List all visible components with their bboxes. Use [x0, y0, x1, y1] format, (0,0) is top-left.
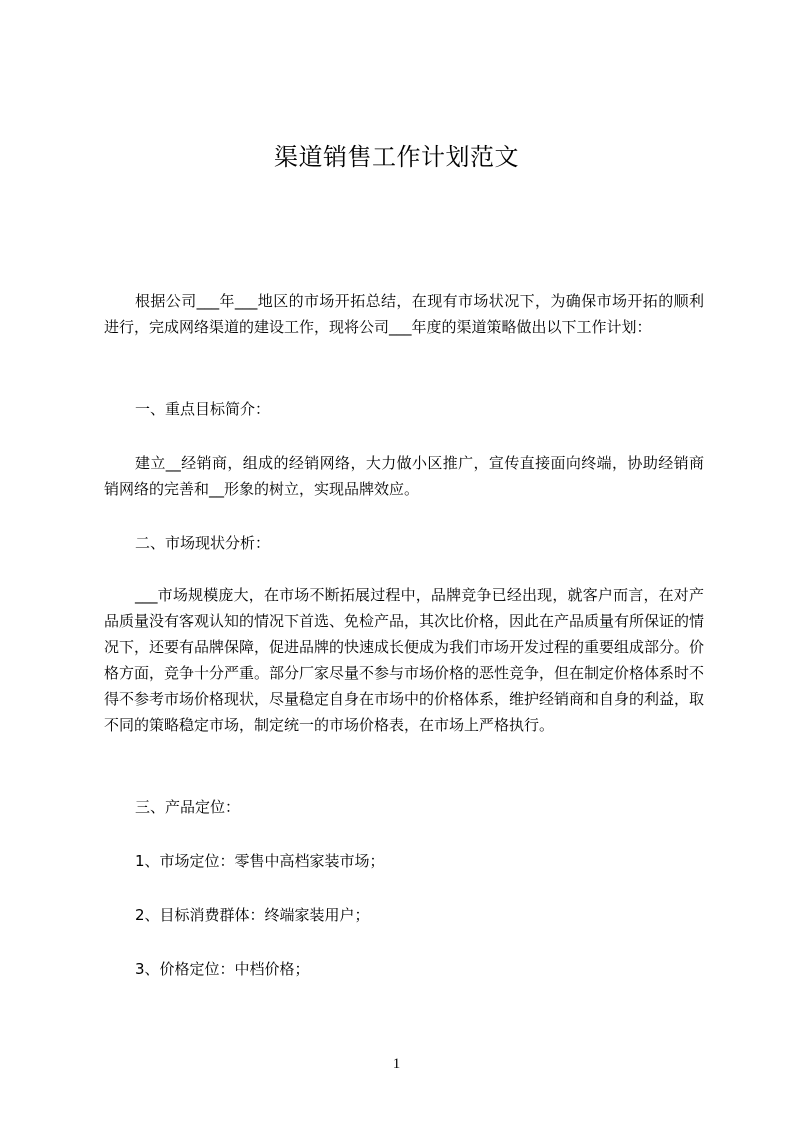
section1-heading-block: [104, 396, 704, 422]
section1-body-block: [104, 450, 704, 502]
section2-paragraph: ___市场规模庞大，在市场不断拓展过程中，品牌竞争已经出现，就客户而言，在对产品质量没有客观认知的情况下首选、免检产品，其次比价格，因此在产品质量有所保证的情况下，还要有品牌保障，促进品牌的快速成长便成为我们市场开发过程的重要组成部分。价格方面，竞争十分严重。部分厂家尽量不参与市场价格的恶性竞争，但在制定价格体系时不得不参考市场价格现状，尽量稳定自身在市场中的价格体系，维护经销商和自身的利益，取不同的策略稳定市场，制定统一的市场价格表，在市场上严格执行。: [104, 586, 705, 734]
item1-block: [104, 848, 704, 874]
section2-heading: 二、市场现状分析：: [135, 534, 271, 552]
list-item: 1、市场定位：零售中高档家装市场；: [135, 852, 385, 870]
section2-heading-block: [104, 530, 704, 556]
section1-heading: 一、重点目标简介：: [135, 400, 271, 418]
section1-paragraph: 建立__经销商，组成的经销网络，大力做小区推广，宣传直接面向终端，协助经销商销网络的完善和__形象的树立，实现品牌效应。: [104, 454, 704, 498]
item2-block: [104, 902, 704, 928]
list-item: 3、价格定位：中档价格；: [135, 960, 310, 978]
intro-paragraph: 根据公司___年___地区的市场开拓总结，在现有市场状况下，为确保市场开拓的顺利进行，完成网络渠道的建设工作，现将公司___年度的渠道策略做出以下工作计划：: [104, 292, 704, 336]
document-title: 渠道销售工作计划范文: [274, 143, 519, 171]
page-number: 1: [392, 1056, 401, 1072]
section2-body-block: [104, 582, 704, 738]
intro-block: [104, 288, 704, 340]
section3-heading-block: [104, 794, 704, 820]
list-item: 2、目标消费群体：终端家装用户；: [135, 906, 370, 924]
section3-heading: 三、产品定位：: [135, 798, 241, 816]
item3-block: [104, 956, 704, 982]
